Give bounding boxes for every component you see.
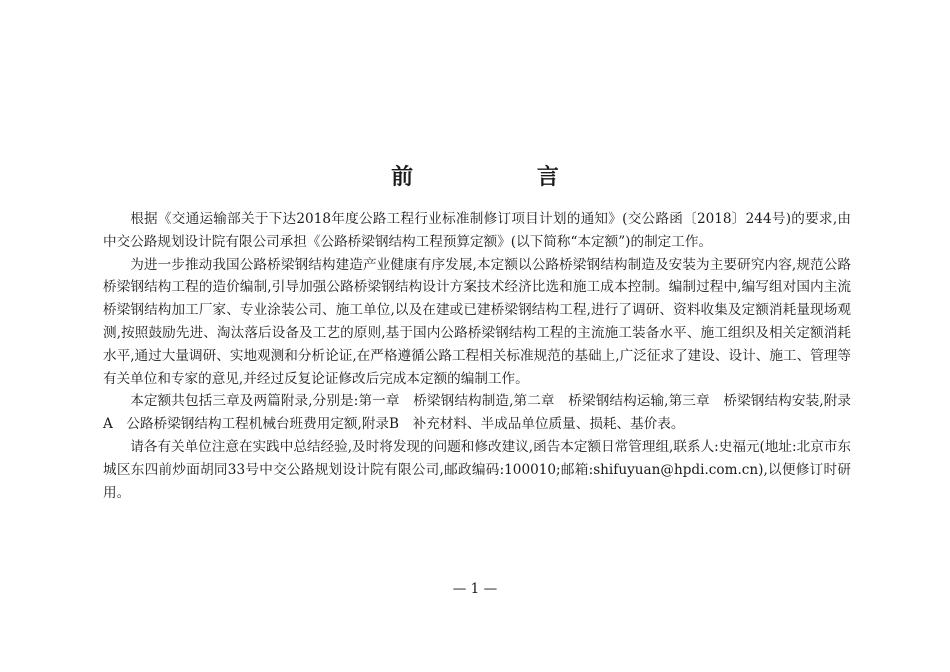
paragraph-contact: 请各有关单位注意在实践中总结经验,及时将发现的问题和修改建议,函告本定额日常管理组,联系人:史福元(地址:北京市东城区东四前炒面胡同33号中交公路规划设计院有限公司,邮政编码:100010;邮箱:shifuyuan@hpdi.com.cn),以便修订时研用。 bbox=[103, 438, 851, 501]
paragraph-purpose: 为进一步推动我国公路桥梁钢结构建造产业健康有序发展,本定额以公路桥梁钢结构制造及安装为主要研究内容,规范公路桥梁钢结构工程的造价编制,引导加强公路桥梁钢结构设计方案技术经济比选和施工成本控制。编制过程中,编写组对国内主流桥梁钢结构加工厂家、专业涂装公司、施工单位,以及在建或已建桥梁钢结构工程,进行了调研、资料收集及定额消耗量现场观测,按照鼓励先进、淘汰落后设备及工艺的原则,基于国内公路桥梁钢结构工程的主流施工装备水平、施工组织及相关定额消耗水平,通过大量调研、实地观测和分析论证,在严格遵循公路工程相关标准规范的基础上,广泛征求了建设、设计、施工、管理等有关单位和专家的意见,并经过反复论证修改后完成本定额的编制工作。 bbox=[103, 256, 851, 387]
paragraph-contents: 本定额共包括三章及两篇附录,分别是:第一章 桥梁钢结构制造,第二章 桥梁钢结构运输,第三章 桥梁钢结构安装,附录A 公路桥梁钢结构工程机械台班费用定额,附录B 补充材料、半成品单位质量、损耗、基价表。 bbox=[103, 393, 851, 433]
page-number: — 1 — bbox=[452, 581, 498, 597]
page-title: 前 言 bbox=[391, 165, 617, 190]
paragraph-background: 根据《交通运输部关于下达2018年度公路工程行业标准制修订项目计划的通知》(交公路函〔2018〕244号)的要求,由中交公路规划设计院有限公司承担《公路桥梁钢结构工程预算定额》(以下简称“本定额”)的制定工作。 bbox=[103, 211, 851, 250]
preface-body bbox=[103, 208, 851, 504]
